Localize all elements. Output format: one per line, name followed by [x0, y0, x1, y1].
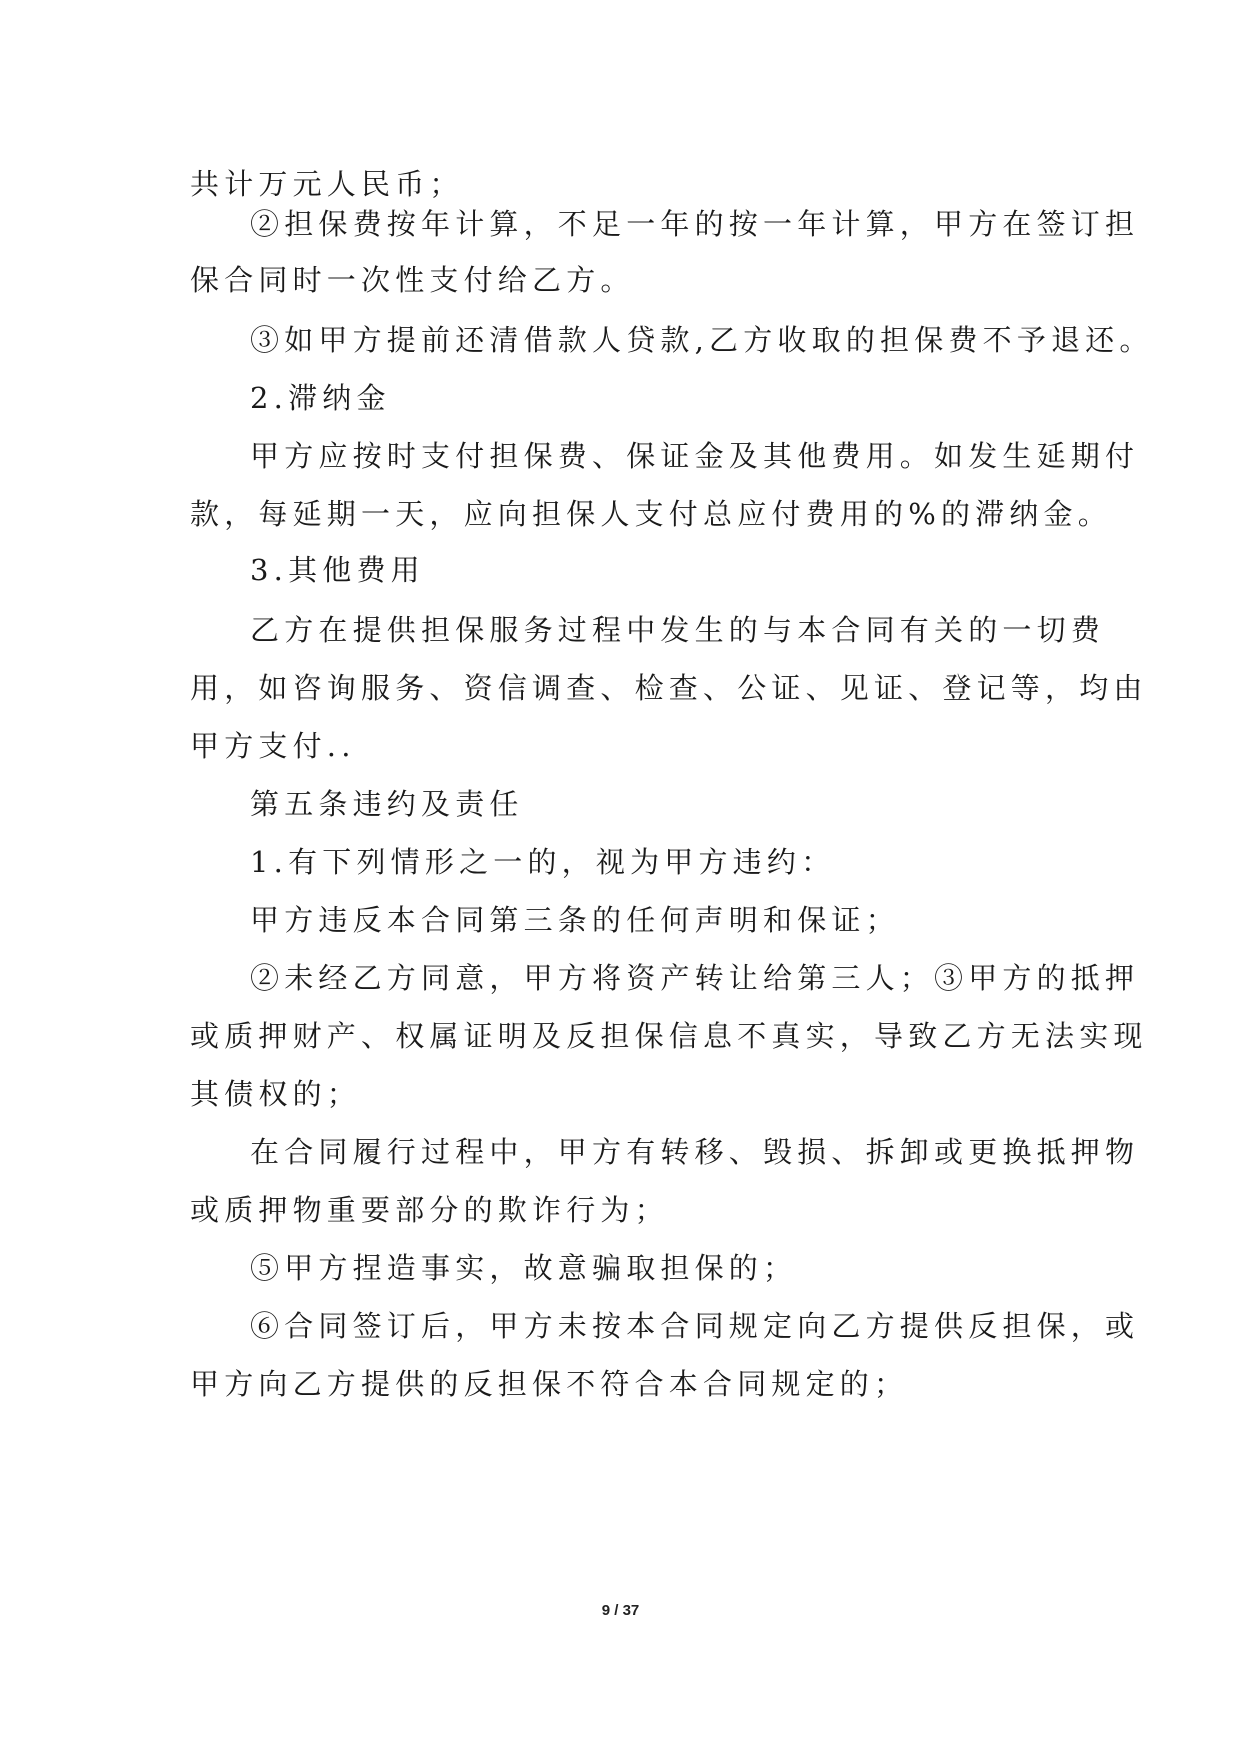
text-line: 或质押财产、权属证明及反担保信息不真实，导致乙方无法实现 [190, 1019, 1148, 1053]
text-line: ⑥合同签订后，甲方未按本合同规定向乙方提供反担保，或 [250, 1309, 1140, 1343]
section-heading: 2.滞纳金 [250, 381, 391, 415]
text-line: 1.有下列情形之一的，视为甲方违约： [250, 845, 836, 879]
text-line: ②未经乙方同意，甲方将资产转让给第三人；③甲方的抵押 [250, 961, 1140, 995]
page-number: 9 / 37 [601, 1602, 640, 1619]
section-heading: 3.其他费用 [250, 553, 425, 587]
text-line: ⑤甲方捏造事实，故意骗取担保的； [250, 1251, 798, 1285]
text-line: 保合同时一次性支付给乙方。 [190, 263, 635, 297]
text-line: 其债权的； [190, 1077, 362, 1111]
text-line: 共计万元人民币； [190, 167, 464, 201]
text-line: 或质押物重要部分的欺诈行为； [190, 1193, 669, 1227]
text-line: 甲方违反本合同第三条的任何声明和保证； [250, 903, 900, 937]
article-heading: 第五条违约及责任 [250, 787, 524, 821]
text-line: 甲方向乙方提供的反担保不符合本合同规定的； [190, 1367, 909, 1401]
text-line: 款，每延期一天，应向担保人支付总应付费用的%的滞纳金。 [190, 497, 1112, 531]
text-line: 乙方在提供担保服务过程中发生的与本合同有关的一切费 [250, 613, 1106, 647]
text-line: ②担保费按年计算，不足一年的按一年计算，甲方在签订担 [250, 207, 1140, 241]
text-line: 甲方支付.. [190, 729, 356, 763]
text-line: ③如甲方提前还清借款人贷款,乙方收取的担保费不予退还。 [250, 323, 1154, 357]
text-line: 用，如咨询服务、资信调查、检查、公证、见证、登记等，均由 [190, 671, 1148, 705]
text-line: 甲方应按时支付担保费、保证金及其他费用。如发生延期付 [250, 439, 1140, 473]
text-line: 在合同履行过程中，甲方有转移、毁损、拆卸或更换抵押物 [250, 1135, 1140, 1169]
